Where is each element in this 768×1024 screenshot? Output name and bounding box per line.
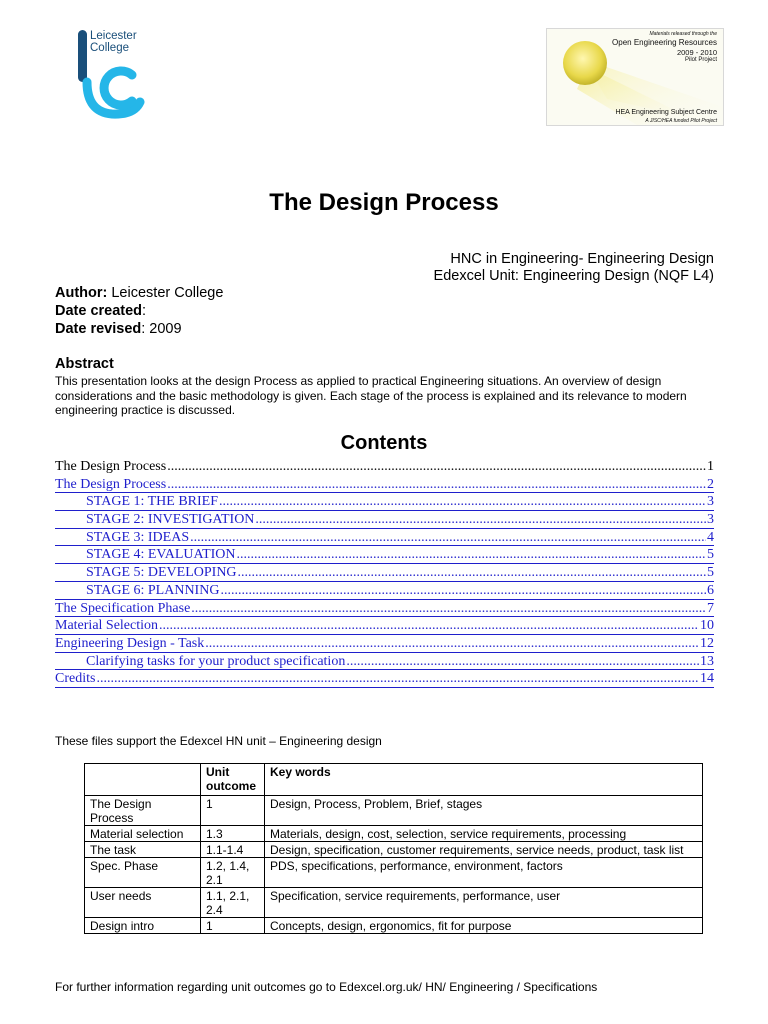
table-header-cell xyxy=(85,764,201,796)
toc-entry-page: 7 xyxy=(707,600,714,616)
date-created-line xyxy=(55,303,146,319)
date-revised-value: : 2009 xyxy=(141,321,182,337)
toc-link[interactable] xyxy=(55,653,714,671)
toc-entry-label: STAGE 4: EVALUATION xyxy=(86,547,236,563)
table-cell: Design, Process, Problem, Brief, stages xyxy=(265,796,703,826)
toc-entry-page: 1 xyxy=(707,459,714,474)
toc-entry-page: 6 xyxy=(707,582,714,598)
toc-entry-label: Engineering Design - Task xyxy=(55,635,205,651)
abstract-heading: Abstract xyxy=(55,356,114,372)
toc-entry-page: 10 xyxy=(700,618,714,634)
toc-leader xyxy=(159,617,699,635)
toc-leader xyxy=(255,511,706,529)
toc-entry-label: The Design Process xyxy=(55,459,167,474)
subtitle-line2: Edexcel Unit: Engineering Design (NQF L4) xyxy=(433,268,714,284)
toc-link[interactable] xyxy=(55,617,714,635)
toc-leader xyxy=(191,600,706,618)
date-revised-label: Date revised xyxy=(55,321,142,337)
toc-link[interactable] xyxy=(55,600,714,618)
table-cell: 1.1, 2.1, 2.4 xyxy=(201,888,265,918)
oer-line2: Open Engineering Resources xyxy=(612,38,717,47)
contents-heading: Contents xyxy=(340,432,428,454)
table-cell: 1 xyxy=(201,918,265,934)
date-revised-line xyxy=(55,321,182,337)
page-title: The Design Process xyxy=(269,189,499,216)
toc-entry-page: 3 xyxy=(707,494,714,510)
toc-entry-label: Clarifying tasks for your product specification xyxy=(86,653,346,669)
oer-line1: Materials released through the xyxy=(649,31,717,37)
oer-line6: A JISC/HEA funded Pilot Project xyxy=(645,118,717,124)
toc-leader xyxy=(237,546,706,564)
table-cell: Material selection xyxy=(85,826,201,842)
toc-link[interactable] xyxy=(55,582,714,600)
table-header-row xyxy=(85,764,703,796)
toc-entry-label: Material Selection xyxy=(55,618,159,634)
toc-leader xyxy=(167,458,706,476)
oer-line4: Pilot Project xyxy=(684,57,717,63)
table-row xyxy=(85,796,703,826)
toc-entry-label: STAGE 6: PLANNING xyxy=(86,582,220,598)
toc-leader xyxy=(96,670,699,688)
toc-entry[interactable] xyxy=(55,458,714,476)
toc-leader xyxy=(190,529,706,547)
date-created-value: : xyxy=(142,303,147,319)
toc-leader xyxy=(238,564,706,582)
college-name-line2: College xyxy=(90,42,129,54)
toc-entry-label: The Specification Phase xyxy=(55,600,191,616)
toc-entry-page: 12 xyxy=(700,635,714,651)
table-cell: Concepts, design, ergonomics, fit for purpose xyxy=(265,918,703,934)
table-cell: 1.1-1.4 xyxy=(201,842,265,858)
oer-logo xyxy=(546,28,724,126)
toc-link[interactable] xyxy=(55,635,714,653)
table-row xyxy=(85,918,703,934)
subtitle-line1: HNC in Engineering- Engineering Design xyxy=(450,251,714,267)
toc-link[interactable] xyxy=(55,546,714,564)
table-cell: Spec. Phase xyxy=(85,858,201,888)
oer-line3: 2009 - 2010 xyxy=(676,48,717,57)
support-text: These files support the Edexcel HN unit – Engineering design xyxy=(55,734,382,748)
toc-entry-label: STAGE 2: INVESTIGATION xyxy=(86,512,255,528)
toc-entry-label: STAGE 1: THE BRIEF xyxy=(86,494,219,510)
oer-line5: HEA Engineering Subject Centre xyxy=(615,109,717,116)
footer-text: For further information regarding unit outcomes go to Edexcel.org.uk/ HN/ Engineering / Specifications xyxy=(55,980,598,994)
table-row xyxy=(85,826,703,842)
table-of-contents xyxy=(55,458,714,688)
toc-link[interactable] xyxy=(55,529,714,547)
table-cell: Specification, service requirements, performance, user xyxy=(265,888,703,918)
toc-entry-label: STAGE 3: IDEAS xyxy=(86,529,190,545)
author-value: Leicester College xyxy=(107,285,224,301)
table-cell: The task xyxy=(85,842,201,858)
toc-link[interactable] xyxy=(55,476,714,494)
table-header-cell: Key words xyxy=(265,764,703,796)
toc-entry-page: 5 xyxy=(707,547,714,563)
toc-entry-page: 3 xyxy=(707,512,714,528)
table-cell: 1.3 xyxy=(201,826,265,842)
table-cell: 1 xyxy=(201,796,265,826)
table-row xyxy=(85,842,703,858)
toc-leader xyxy=(219,493,706,511)
author-line xyxy=(55,285,223,301)
table-cell: Design, specification, customer requirements, service needs, product, task list xyxy=(265,842,703,858)
table-cell: Design intro xyxy=(85,918,201,934)
college-name-line1: Leicester xyxy=(90,30,137,42)
toc-entry-label: STAGE 5: DEVELOPING xyxy=(86,565,237,581)
keywords-table xyxy=(84,763,703,934)
table-cell: 1.2, 1.4, 2.1 xyxy=(201,858,265,888)
table-row xyxy=(85,858,703,888)
leicester-college-logo xyxy=(76,28,146,120)
toc-leader xyxy=(346,653,699,671)
table-cell: User needs xyxy=(85,888,201,918)
table-row xyxy=(85,888,703,918)
table-cell: PDS, specifications, performance, environment, factors xyxy=(265,858,703,888)
toc-leader xyxy=(167,476,706,494)
table-cell: The Design Process xyxy=(85,796,201,826)
toc-leader xyxy=(220,582,706,600)
toc-leader xyxy=(205,635,699,653)
toc-link[interactable] xyxy=(55,564,714,582)
college-name xyxy=(90,30,137,54)
toc-entry-page: 5 xyxy=(707,565,714,581)
toc-entry-page: 13 xyxy=(700,653,714,669)
toc-entry-page: 14 xyxy=(700,671,714,687)
author-label: Author: xyxy=(55,285,108,301)
toc-link[interactable] xyxy=(55,511,714,529)
table-cell: Materials, design, cost, selection, service requirements, processing xyxy=(265,826,703,842)
date-created-label: Date created xyxy=(55,303,143,319)
toc-entry-page: 2 xyxy=(707,476,714,492)
table-header-cell: Unit outcome xyxy=(201,764,265,796)
abstract-text: This presentation looks at the design Process as applied to practical Engineering situations. An overview of design considerations and the basic methodology is given. Each stage of the process is explained and its relevance to modern engineering practice is discussed. xyxy=(55,374,687,417)
toc-entry-label: The Design Process xyxy=(55,476,167,492)
toc-entry-page: 4 xyxy=(707,529,714,545)
toc-link[interactable] xyxy=(55,670,714,688)
toc-link[interactable] xyxy=(55,493,714,511)
toc-entry-label: Credits xyxy=(55,671,96,687)
